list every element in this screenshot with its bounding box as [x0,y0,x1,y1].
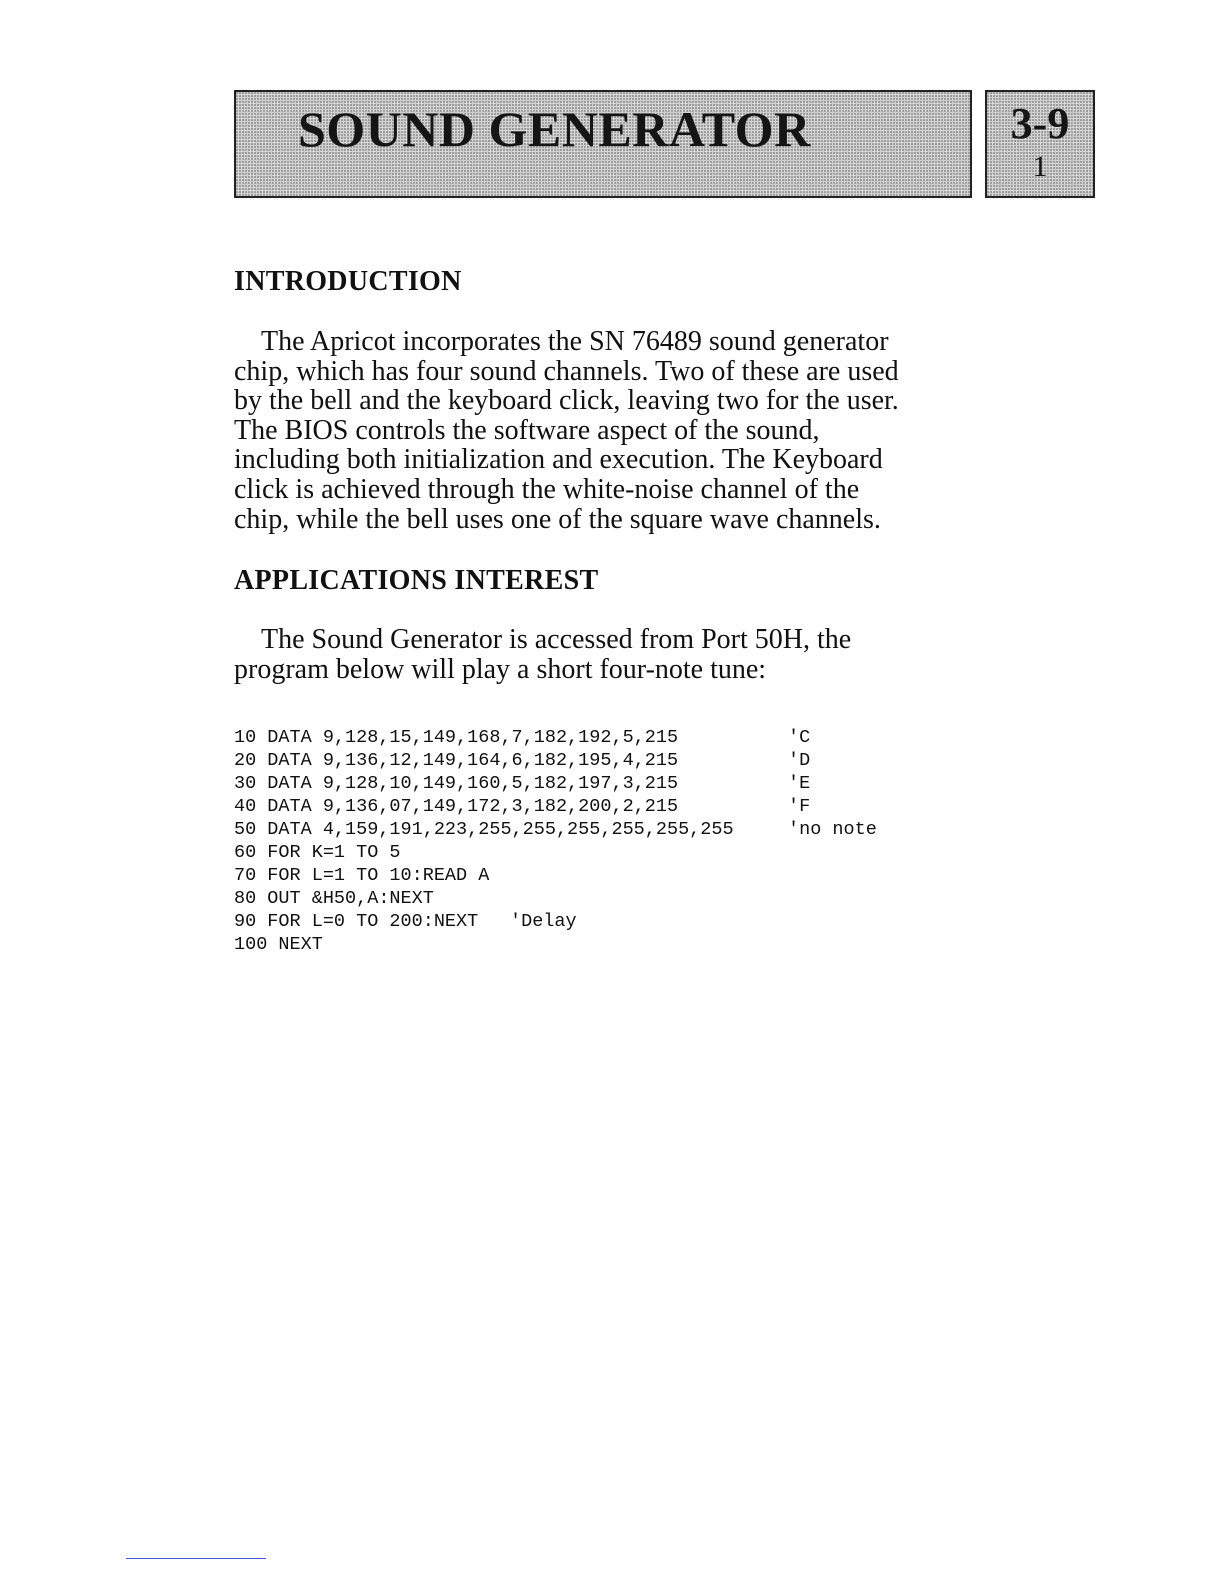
paragraph-line: program below will play a short four-note tune: [234,653,767,685]
paragraph-line: The Apricot incorporates the SN 76489 sound generator [261,326,889,357]
applications-paragraph [234,625,994,684]
code-statement: 80 OUT &H50,A:NEXT [234,888,434,909]
code-comment: 'D [788,750,811,771]
code-line [234,933,323,956]
code-line [234,910,577,933]
code-statement: 20 DATA 9,136,12,149,164,6,182,195,4,215 [234,750,679,771]
introduction-heading: INTRODUCTION [234,266,462,297]
code-comment: 'E [788,773,811,794]
paragraph-line: The BIOS controls the software aspect of the sound, [234,414,820,446]
code-line [234,864,490,887]
code-line [234,818,877,841]
code-line [234,887,434,910]
code-statement: 10 DATA 9,128,15,149,168,7,182,192,5,215 [234,727,679,748]
introduction-paragraph [234,327,994,534]
paragraph-line: click is achieved through the white-noise channel of the [234,473,860,505]
paragraph-line: by the bell and the keyboard click, leaving two for the user. [234,385,899,417]
code-statement: 50 DATA 4,159,191,223,255,255,255,255,255,255 [234,819,734,840]
paragraph-line: The Sound Generator is accessed from Port 50H, the [261,624,852,655]
code-line [234,749,811,772]
code-line [234,772,811,795]
code-statement: 90 FOR L=0 TO 200:NEXT [234,911,479,932]
section-page-number: 1 [1032,150,1048,183]
code-line [234,795,811,818]
applications-heading: APPLICATIONS INTEREST [234,565,599,596]
paragraph-line: including both initialization and execution. The Keyboard [234,444,883,476]
code-comment: 'F [788,796,811,817]
code-statement: 30 DATA 9,128,10,149,160,5,182,197,3,215 [234,773,679,794]
code-line [234,841,401,864]
code-statement: 40 DATA 9,136,07,149,172,3,182,200,2,215 [234,796,679,817]
code-statement: 60 FOR K=1 TO 5 [234,842,401,863]
footer-rule [126,1558,266,1559]
page-title: SOUND GENERATOR [298,101,811,157]
code-statement: 70 FOR L=1 TO 10:READ A [234,865,490,886]
title-banner [234,90,972,198]
basic-program-listing [234,726,877,956]
section-number: 3-9 [1010,99,1070,148]
paragraph-line: chip, which has four sound channels. Two of these are used [234,355,899,387]
code-line [234,726,811,749]
code-comment: 'C [788,727,811,748]
code-comment: 'no note [788,819,877,840]
code-statement: 100 NEXT [234,934,323,955]
section-tab [985,90,1095,198]
paragraph-line: chip, while the bell uses one of the square wave channels. [234,503,881,535]
code-comment: 'Delay [510,911,577,932]
